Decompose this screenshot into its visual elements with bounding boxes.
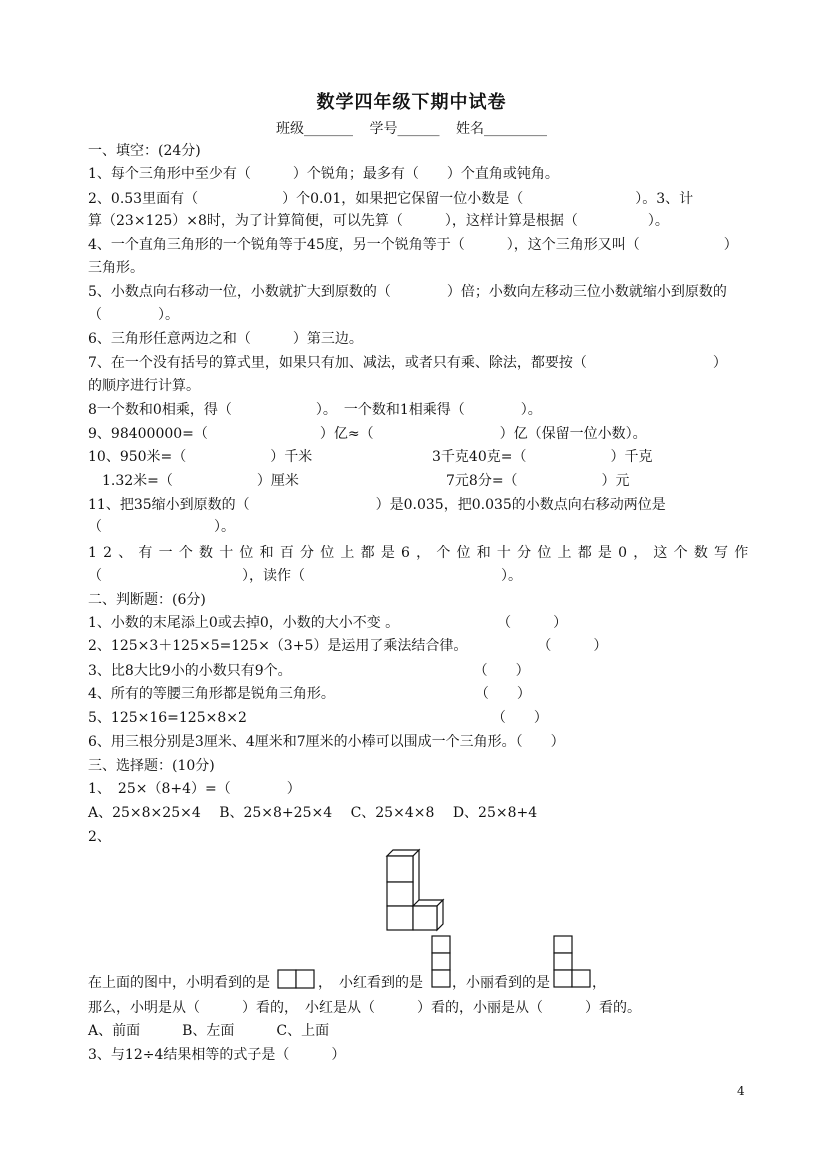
xiaohong-view-icon — [431, 935, 453, 989]
question-11-line-1: 11、把35缩小到原数的（ ）是0.035，把0.035的小数点向右移动两位是 — [88, 497, 666, 513]
question-1: 1、每个三角形中至少有（ ）个锐角；最多有（ ）个直角或钝角。 — [88, 166, 559, 182]
judge-5: 5、125×16=125×8×2 （ ） — [88, 710, 548, 726]
xiaoli-view-icon — [553, 935, 591, 989]
question-7-line-2: 的顺序进行计算。 — [88, 378, 200, 394]
cube-front-middle — [387, 882, 413, 906]
cube-right-side-face — [437, 900, 443, 930]
judge-6: 6、用三根分别是3厘米、4厘米和7厘米的小棒可以围成一个三角形。（ ） — [88, 734, 565, 750]
judge-1: 1、小数的末尾添上0或去掉0，小数的大小不变 。 （ ） — [88, 615, 568, 631]
question-7-line-1: 7、在一个没有括号的算式里，如果只有加、减法，或者只有乘、除法，都要按（ ） — [88, 355, 727, 371]
question-10-row-2-left: 1.32米=（ ）厘米 — [88, 473, 299, 489]
judge-3: 3、比8大比9小的小数只有9个。 （ ） — [88, 663, 530, 679]
section-multiple-choice: 三、选择题：(10分) — [88, 758, 215, 774]
choice-2-options: A、前面 B、左面 C、上面 — [88, 1023, 330, 1039]
question-10-row-2-right: 7元8分=（ ）元 — [432, 473, 630, 489]
cube-front-top — [387, 856, 413, 882]
question-10-row-1-right: 3千克40克=（ ）千克 — [432, 449, 653, 465]
question-5-line-1: 5、小数点向右移动一位，小数就扩大到原数的（ ）倍；小数向左移动三位小数就缩小到原数的 — [88, 284, 727, 300]
choice-2-views-text-3: ，小丽看到的是 — [452, 975, 550, 991]
choice-1: 1、 25×（8+4）=（ ） — [88, 781, 301, 797]
question-6: 6、三角形任意两边之和（ ）第三边。 — [88, 331, 363, 347]
xiaoming-view-icon — [277, 969, 315, 989]
choice-2: 2、 — [88, 829, 111, 845]
choice-2-views-text-1: 在上面的图中，小明看到的是 — [88, 975, 270, 991]
student-id-field: 学号______ — [369, 121, 440, 137]
section-fill-blank: 一、填空：(24分) — [88, 143, 201, 159]
cube-front-bottom-left — [387, 906, 413, 930]
judge-4: 4、所有的等腰三角形都是锐角三角形。 （ ） — [88, 686, 531, 702]
choice-2-question: 那么，小明是从（ ）看的， 小红是从（ ）看的，小丽是从（ ）看的。 — [88, 1000, 641, 1016]
question-2-line-2: 算（23×125）×8时，为了计算简便，可以先算（ ），这样计算是根据（ ）。 — [88, 213, 669, 229]
page-title: 数学四年级下期中试卷 — [316, 92, 507, 113]
question-10-row-1-left: 10、950米=（ ）千米 — [88, 449, 313, 465]
question-4-line-1: 4、一个直角三角形的一个锐角等于45度，另一个锐角等于（ ），这个三角形又叫（ ） — [88, 237, 738, 253]
cube-front-bottom-right — [413, 906, 437, 930]
choice-2-views-text-2: ， 小红看到的是 — [318, 975, 423, 991]
question-8: 8一个数和0相乘，得（ ）。 一个数和1相乘得（ ）。 — [88, 402, 542, 418]
question-2-line-1: 2、0.53里面有（ ）个0.01，如果把它保留一位小数是（ ）。3、计 — [88, 191, 694, 207]
choice-2-views-text-4: ， — [592, 975, 606, 991]
question-9: 9、98400000=（ ）亿≈（ ）亿（保留一位小数）。 — [88, 426, 647, 442]
choice-1-options: A、25×8×25×4 B、25×8+25×4 C、25×4×8 D、25×8+4 — [88, 805, 538, 821]
section-true-false: 二、判断题：(6分) — [88, 592, 206, 608]
question-4-line-2: 三角形。 — [88, 260, 144, 276]
class-field: 班级_______ — [276, 121, 354, 137]
name-field: 姓名_________ — [455, 121, 547, 137]
question-12-line-2: （ ），读作（ ）。 — [88, 568, 522, 584]
student-info-header — [0, 118, 823, 138]
judge-2: 2、125×3＋125×5=125×（3+5）是运用了乘法结合律。 （ ） — [88, 638, 608, 654]
page-number: 4 — [737, 1084, 745, 1098]
question-12-line-1: 12、有一个数十位和百分位上都是6，个位和十分位上都是0，这个数写作 — [88, 545, 755, 561]
question-11-line-2: （ ）。 — [88, 519, 235, 535]
cube-stack-figure — [385, 848, 445, 932]
choice-3: 3、与12÷4结果相等的式子是（ ） — [88, 1047, 346, 1063]
question-5-line-2: （ ）。 — [88, 307, 179, 323]
